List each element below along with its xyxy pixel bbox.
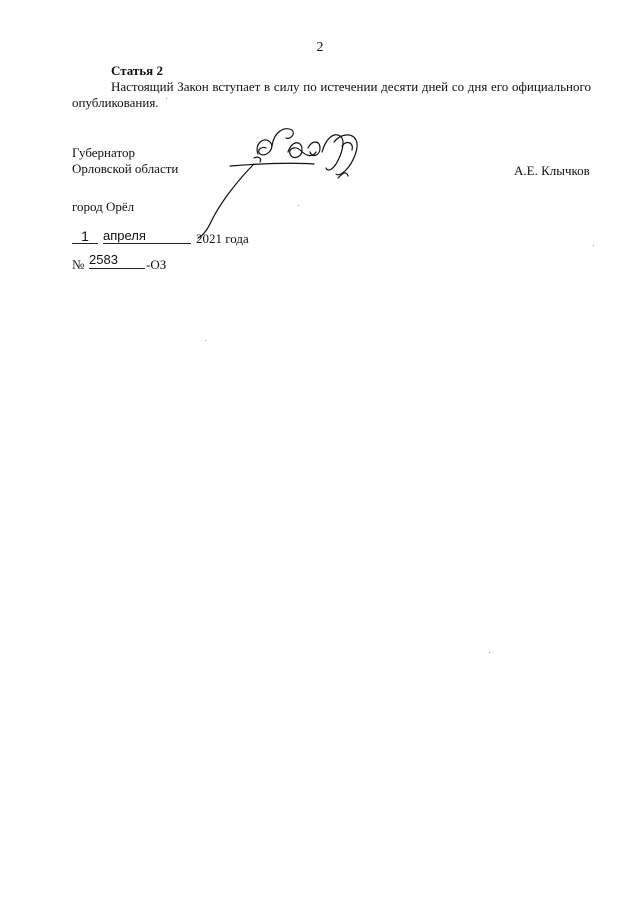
signatory-position-line2: Орловской области (72, 161, 179, 176)
article-body: Настоящий Закон вступает в силу по истечении десяти дней со дня его официального опубликования. (72, 79, 591, 110)
law-number-prefix: № (72, 257, 85, 272)
scan-speck (166, 98, 167, 99)
date-day: 1 (72, 229, 98, 244)
scan-speck (205, 340, 206, 341)
signatory-position-line1: Губернатор (72, 145, 135, 160)
page-number: 2 (316, 40, 324, 55)
scan-speck (489, 652, 490, 653)
city: город Орёл (72, 199, 135, 214)
article-title: Статья 2 (111, 63, 163, 78)
law-number-suffix: -ОЗ (146, 257, 167, 272)
scan-speck (298, 205, 299, 206)
date-year: 2021 года (196, 231, 249, 246)
date-month: апреля (103, 229, 191, 244)
signatory-name: А.Е. Клычков (514, 163, 590, 178)
handwritten-signature (196, 118, 368, 240)
scan-speck (593, 245, 594, 246)
law-number-value: 2583 (89, 253, 145, 269)
